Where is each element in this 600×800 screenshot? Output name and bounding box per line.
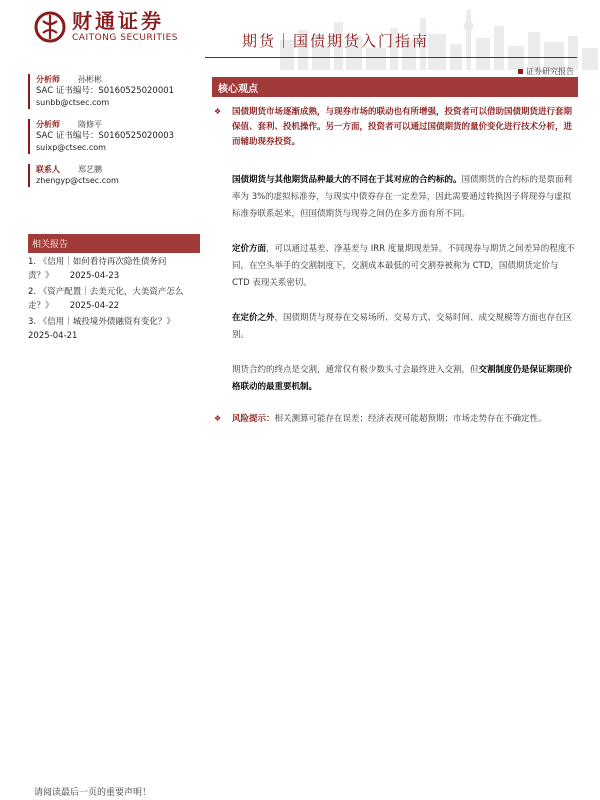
paragraph-beyond-pricing xyxy=(212,310,578,344)
paragraph-delivery xyxy=(212,362,578,396)
related-report-item[interactable] xyxy=(28,255,200,283)
risk-text: 相关测算可能存在误差；经济表现可能超预期；市场走势存在不确定性。 xyxy=(274,414,547,424)
core-views-section xyxy=(212,77,578,427)
intro-text: 国债期货市场逐渐成熟，与现券市场的联动也有所增强，投资者可以借助国债期货进行套期保值、套利、投机操作。另一方面，投资者可以通过国债期货的量价变化进行技术分析，进而辅助现券投资。 xyxy=(232,107,573,147)
analyst-email[interactable]: sunbb@ctsec.com xyxy=(36,98,110,107)
intro-bullet xyxy=(212,105,578,150)
risk-bullet xyxy=(212,412,578,427)
paragraph-pricing xyxy=(212,241,578,292)
analyst-sidebar xyxy=(28,74,200,197)
analyst-email[interactable]: suixp@ctsec.com xyxy=(36,143,106,152)
related-report-item[interactable] xyxy=(28,315,200,343)
paragraph-body: 期货合约的终点是交割，通常仅有极少数头寸会最终进入交割，但 xyxy=(232,365,479,375)
analyst-name: 隋修平 xyxy=(78,120,102,129)
analyst-role: 分析师 xyxy=(36,120,60,129)
analyst-role: 分析师 xyxy=(36,75,60,84)
analyst-cert: SAC 证书编号：S0160525020003 xyxy=(36,131,175,141)
analyst-card xyxy=(28,74,200,109)
analyst-cert: SAC 证书编号：S0160525020001 xyxy=(36,86,175,96)
diamond-bullet-icon: ❖ xyxy=(214,107,222,116)
related-report-date: 2025-04-23 xyxy=(69,271,120,281)
paragraph-lead: 在定价之外 xyxy=(232,313,275,323)
related-report-item[interactable] xyxy=(28,285,200,313)
related-report-date: 2025-04-22 xyxy=(69,301,120,311)
paragraph-body: ，可以通过基差、净基差与 IRR 度量期现差异。不同现券与期货之间差异的程度不同，在空头举手的交割制度下，交割成本最低的可交割券被称为 CTD，国债期货定价与 CTD 表现关系密切。 xyxy=(232,244,575,288)
paragraph-lead: 定价方面 xyxy=(232,244,267,254)
paragraph-body: ，国债期货与现券在交易场所、交易方式、交易时间、成交规模等方面也存在区别。 xyxy=(232,313,573,340)
related-report-title: 1. 《信用｜如何看待再次隐性债务问责？》 xyxy=(28,257,167,281)
paragraph-emphasis: 交割制度仍是保证期现价格联动的最重要机制。 xyxy=(232,365,573,392)
paragraph-contract xyxy=(212,172,578,223)
paragraph-body: 国债期货的合约标的是票面利率为 3%的虚拟标准券，与现实中债券存在一定差异，因此需要通过转换因子将现券与虚拟标准券联系起来，但国债期货与现券之间仍在多方面有所不同。 xyxy=(232,175,573,219)
brand-name-cn: 财通证券 xyxy=(72,9,164,33)
contact-role: 联系人 xyxy=(36,165,60,174)
square-bullet-icon xyxy=(518,69,523,74)
report-type-label xyxy=(518,66,574,77)
related-report-title: 2. 《资产配置｜去美元化，大美资产怎么走？》 xyxy=(28,287,184,311)
analyst-name: 孙彬彬 xyxy=(78,75,102,84)
disclaimer-footer: 请阅读最后一页的重要声明！ xyxy=(34,788,152,798)
report-title: 期货｜国债期货入门指南 xyxy=(242,32,430,50)
diamond-bullet-icon: ❖ xyxy=(214,414,222,423)
contact-name: 郑艺鹏 xyxy=(78,165,102,174)
brand-name-en: CAITONG SECURITIES xyxy=(72,33,178,43)
related-report-date: 2025-04-21 xyxy=(28,331,78,341)
contact-email[interactable]: zhengyp@ctsec.com xyxy=(36,176,119,185)
paragraph-lead: 国债期货与其他期货品种最大的不同在于其对应的合约标的。 xyxy=(232,175,462,185)
report-type-text: 证券研究报告 xyxy=(526,67,574,76)
analyst-card xyxy=(28,119,200,154)
brand-logo xyxy=(34,10,178,44)
section-heading: 核心观点 xyxy=(212,77,578,97)
brand-logo-icon xyxy=(34,11,66,43)
related-report-title: 3. 《信用｜城投境外债融资有变化？》 xyxy=(28,317,175,327)
risk-label: 风险提示： xyxy=(232,414,275,424)
header-divider xyxy=(205,57,577,58)
related-reports xyxy=(28,234,200,343)
page-header xyxy=(0,0,600,76)
contact-card xyxy=(28,164,200,187)
related-reports-heading: 相关报告 xyxy=(28,234,200,253)
